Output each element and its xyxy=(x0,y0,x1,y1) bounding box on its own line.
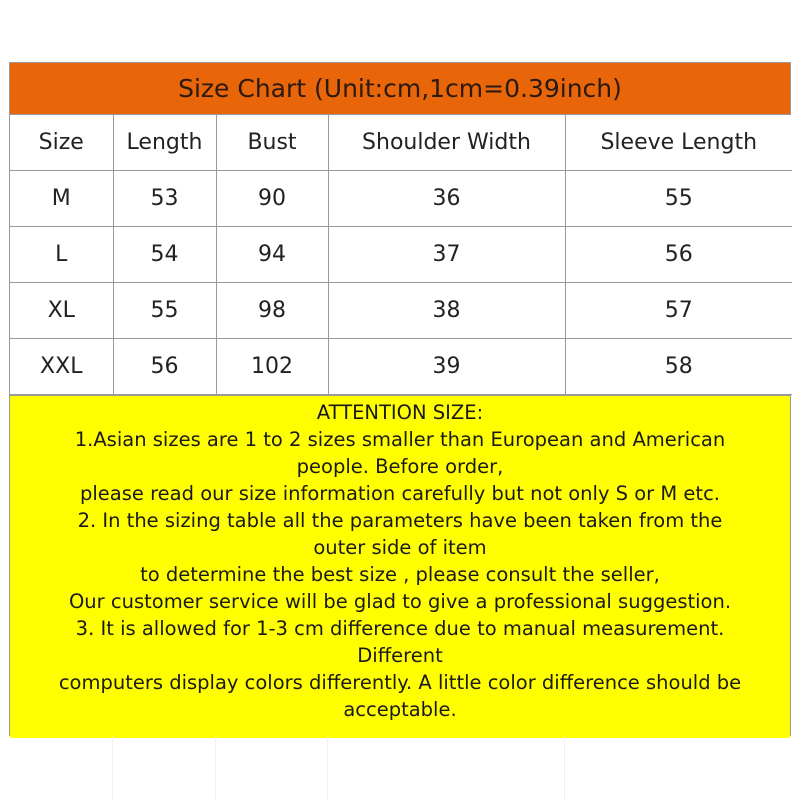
table-row xyxy=(10,283,792,339)
attention-line: computers display colors differently. A little color difference should be xyxy=(58,671,742,694)
table-row xyxy=(10,227,792,283)
attention-line: acceptable. xyxy=(343,698,457,721)
cell-sleeve-length: 58 xyxy=(565,339,792,395)
cell-length: 55 xyxy=(113,283,216,339)
cell-bust: 90 xyxy=(216,171,328,227)
attention-line: to determine the best size , please consult the seller, xyxy=(140,563,660,586)
cell-shoulder-width: 38 xyxy=(328,283,565,339)
attention-line: people. Before order, xyxy=(296,455,504,478)
cell-bust: 94 xyxy=(216,227,328,283)
background-guide-line xyxy=(564,736,565,800)
attention-line: outer side of item xyxy=(313,536,487,559)
background-guide-line xyxy=(327,736,328,800)
table-row xyxy=(10,171,792,227)
attention-line: Different xyxy=(357,644,443,667)
cell-size: XXL xyxy=(10,339,113,395)
header-shoulder-width: Shoulder Width xyxy=(328,115,565,171)
background-guide-line xyxy=(112,736,113,800)
cell-length: 54 xyxy=(113,227,216,283)
size-chart xyxy=(9,62,791,736)
size-chart-title: Size Chart (Unit:cm,1cm=0.39inch) xyxy=(10,63,790,115)
table-row xyxy=(10,339,792,395)
cell-sleeve-length: 56 xyxy=(565,227,792,283)
attention-line: Our customer service will be glad to give a professional suggestion. xyxy=(68,590,732,613)
attention-line: 2. In the sizing table all the parameters have been taken from the xyxy=(77,509,723,532)
background-guide-line xyxy=(215,736,216,800)
cell-length: 53 xyxy=(113,171,216,227)
cell-sleeve-length: 55 xyxy=(565,171,792,227)
cell-length: 56 xyxy=(113,339,216,395)
cell-size: M xyxy=(10,171,113,227)
cell-shoulder-width: 37 xyxy=(328,227,565,283)
attention-line: please read our size information carefully but not only S or M etc. xyxy=(80,482,720,505)
attention-notice xyxy=(10,395,790,738)
cell-size: L xyxy=(10,227,113,283)
cell-shoulder-width: 36 xyxy=(328,171,565,227)
cell-shoulder-width: 39 xyxy=(328,339,565,395)
header-sleeve-length: Sleeve Length xyxy=(565,115,792,171)
cell-bust: 98 xyxy=(216,283,328,339)
attention-line: 1.Asian sizes are 1 to 2 sizes smaller than European and American xyxy=(74,428,726,451)
cell-size: XL xyxy=(10,283,113,339)
header-bust: Bust xyxy=(216,115,328,171)
cell-bust: 102 xyxy=(216,339,328,395)
cell-sleeve-length: 57 xyxy=(565,283,792,339)
attention-heading: ATTENTION SIZE: xyxy=(316,401,484,424)
header-length: Length xyxy=(113,115,216,171)
size-table xyxy=(10,115,792,395)
header-size: Size xyxy=(10,115,113,171)
table-header-row xyxy=(10,115,792,171)
attention-line: 3. It is allowed for 1-3 cm difference due to manual measurement. xyxy=(75,617,725,640)
